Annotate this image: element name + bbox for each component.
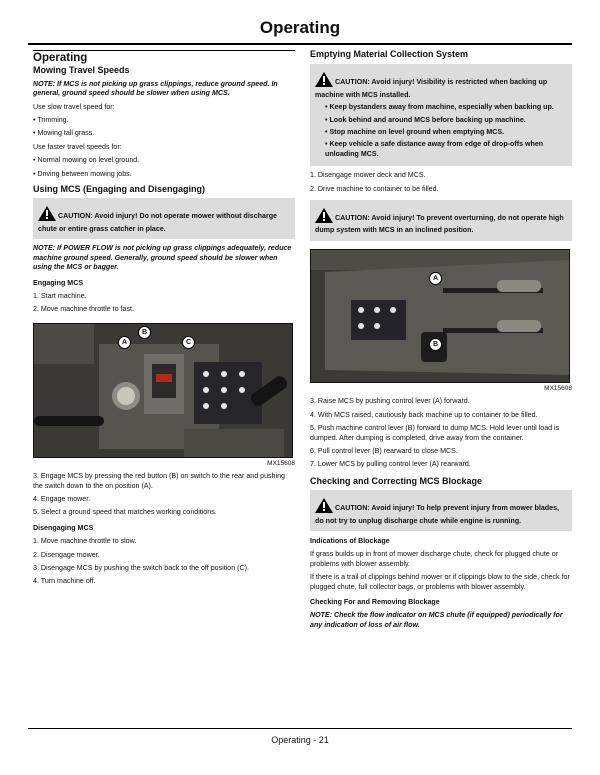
warning-triangle-icon [315,72,333,90]
page-footer [28,728,572,745]
step-item: 2. Disengage mower. [33,550,100,559]
callout-a: A [118,336,131,349]
caution-box [310,64,572,166]
checking-title: Checking and Correcting MCS Blockage [310,475,483,486]
callout-c: C [182,336,195,349]
caution-text: CAUTION: Avoid injury! Visibility is restricted when backing up machine with MCS installed. [315,78,548,99]
travel-speeds-title: Mowing Travel Speeds [33,65,130,76]
caution-text: CAUTION: Avoid injury! Do not operate mower without discharge chute or entire grass catcher in place. [38,212,277,233]
emptying-title: Emptying Material Collection System [310,49,469,59]
list-item: • Mowing tall grass. [33,129,95,138]
callout-b: B [138,326,151,339]
caution-bullet: • Look behind and around MCS before backing up machine. [325,115,526,124]
header-rule [28,43,572,45]
indications-title: Indications of Blockage [310,536,390,545]
callout-b: B [429,338,442,351]
caution-bullet: • Keep vehicle a safe distance away from edge of drop-offs when unloading MCS. [325,140,544,158]
page-title: Operating [259,18,341,37]
step-item: 3. Raise MCS by pushing control lever (A) forward. [310,397,470,406]
warning-triangle-icon [315,498,333,516]
step-item: 5. Select a ground speed that matches working conditions. [33,508,217,517]
using-mcs-title: Using MCS (Engaging and Disengaging) [33,184,205,195]
photo-illustration [311,250,569,382]
step-item: 6. Pull control lever (B) rearward to close MCS. [310,446,458,455]
slow-intro: Use slow travel speed for: [33,102,115,111]
fast-intro: Use faster travel speeds for: [33,142,122,151]
step-item: 4. Turn machine off. [33,577,96,586]
caution-bullet: • Keep bystanders away from machine, especially when backing up. [325,103,554,112]
step-item: 1. Move machine throttle to slow. [33,537,137,546]
warning-triangle-icon [315,208,333,226]
footer-rule [28,728,572,729]
disengaging-title: Disengaging MCS [33,523,94,532]
removing-title: Checking For and Removing Blockage [310,597,440,606]
control-panel-photo [33,323,293,458]
travel-note: NOTE: If MCS is not picking up grass clippings, reduce ground speed. In general, ground speed should be slower when using MCS. [33,79,278,98]
section-title: Operating [33,50,295,63]
step-item: 1. Start machine. [33,291,87,300]
caution-text: CAUTION: Avoid injury! To prevent overturning, do not operate high dump system with MCS in an inclined position. [315,214,564,235]
step-item: 4. With MCS raised, cautiously back machine up to container to be filled. [310,410,538,419]
list-item: • Normal mowing on level ground. [33,156,140,165]
right-column [310,50,572,634]
caution-box [310,490,572,531]
step-item: 5. Push machine control lever (B) forward to dump MCS. Hold lever until load is dumped. After dumping is completed, drive away from the container. [310,424,560,442]
caution-bullet: • Stop machine on level ground when emptying MCS. [325,128,505,137]
page-header [0,0,600,48]
paragraph: If there is a trail of clippings behind mower or if clippings blow to the side, check for plugged chute, full collector bags, or problems with blower assembly. [310,573,570,591]
step-item: 1. Disengage mower deck and MCS. [310,171,426,180]
removing-note: NOTE: Check the flow indicator on MCS chute (if equipped) periodically for any indication of loss of air flow. [310,611,563,629]
list-item: • Trimming. [33,116,69,125]
warning-triangle-icon [38,206,56,224]
photo-reference: MX15608 [267,459,295,467]
dump-lever-photo [310,249,570,383]
list-item: • Driving between mowing jobs. [33,169,132,178]
photo-illustration [34,324,292,457]
engaging-title: Engaging MCS [33,278,84,287]
step-item: 3. Engage MCS by pressing the red button (B) on switch to the rear and pushing the switch down to the on position (A). [33,472,285,490]
step-item: 3. Disengage MCS by pushing the switch back to the off position (C). [33,563,249,572]
caution-text: CAUTION: Avoid injury! To help prevent injury from mower blades, do not try to unplug discharge chute while engine is running. [315,504,559,525]
step-item: 7. Lower MCS by pulling control lever (A) rearward. [310,460,471,469]
step-item: 2. Move machine throttle to fast. [33,305,134,314]
page-number: Operating - 21 [271,735,329,745]
photo-reference: MX15608 [544,384,572,392]
caution-box [33,198,295,239]
step-item: 2. Drive machine to container to be filled. [310,184,439,193]
paragraph: If grass builds up in front of mower discharge chute, check for plugged chute or problems with blower assembly. [310,550,559,568]
caution-box [310,200,572,241]
powerflow-note: NOTE: If POWER FLOW is not picking up grass clippings adequately, reduce machine ground speed. Generally, ground speed should be slower when using the MCS or bagger. [33,244,292,272]
left-column [33,50,295,591]
step-item: 4. Engage mower. [33,494,91,503]
callout-a: A [429,272,442,285]
